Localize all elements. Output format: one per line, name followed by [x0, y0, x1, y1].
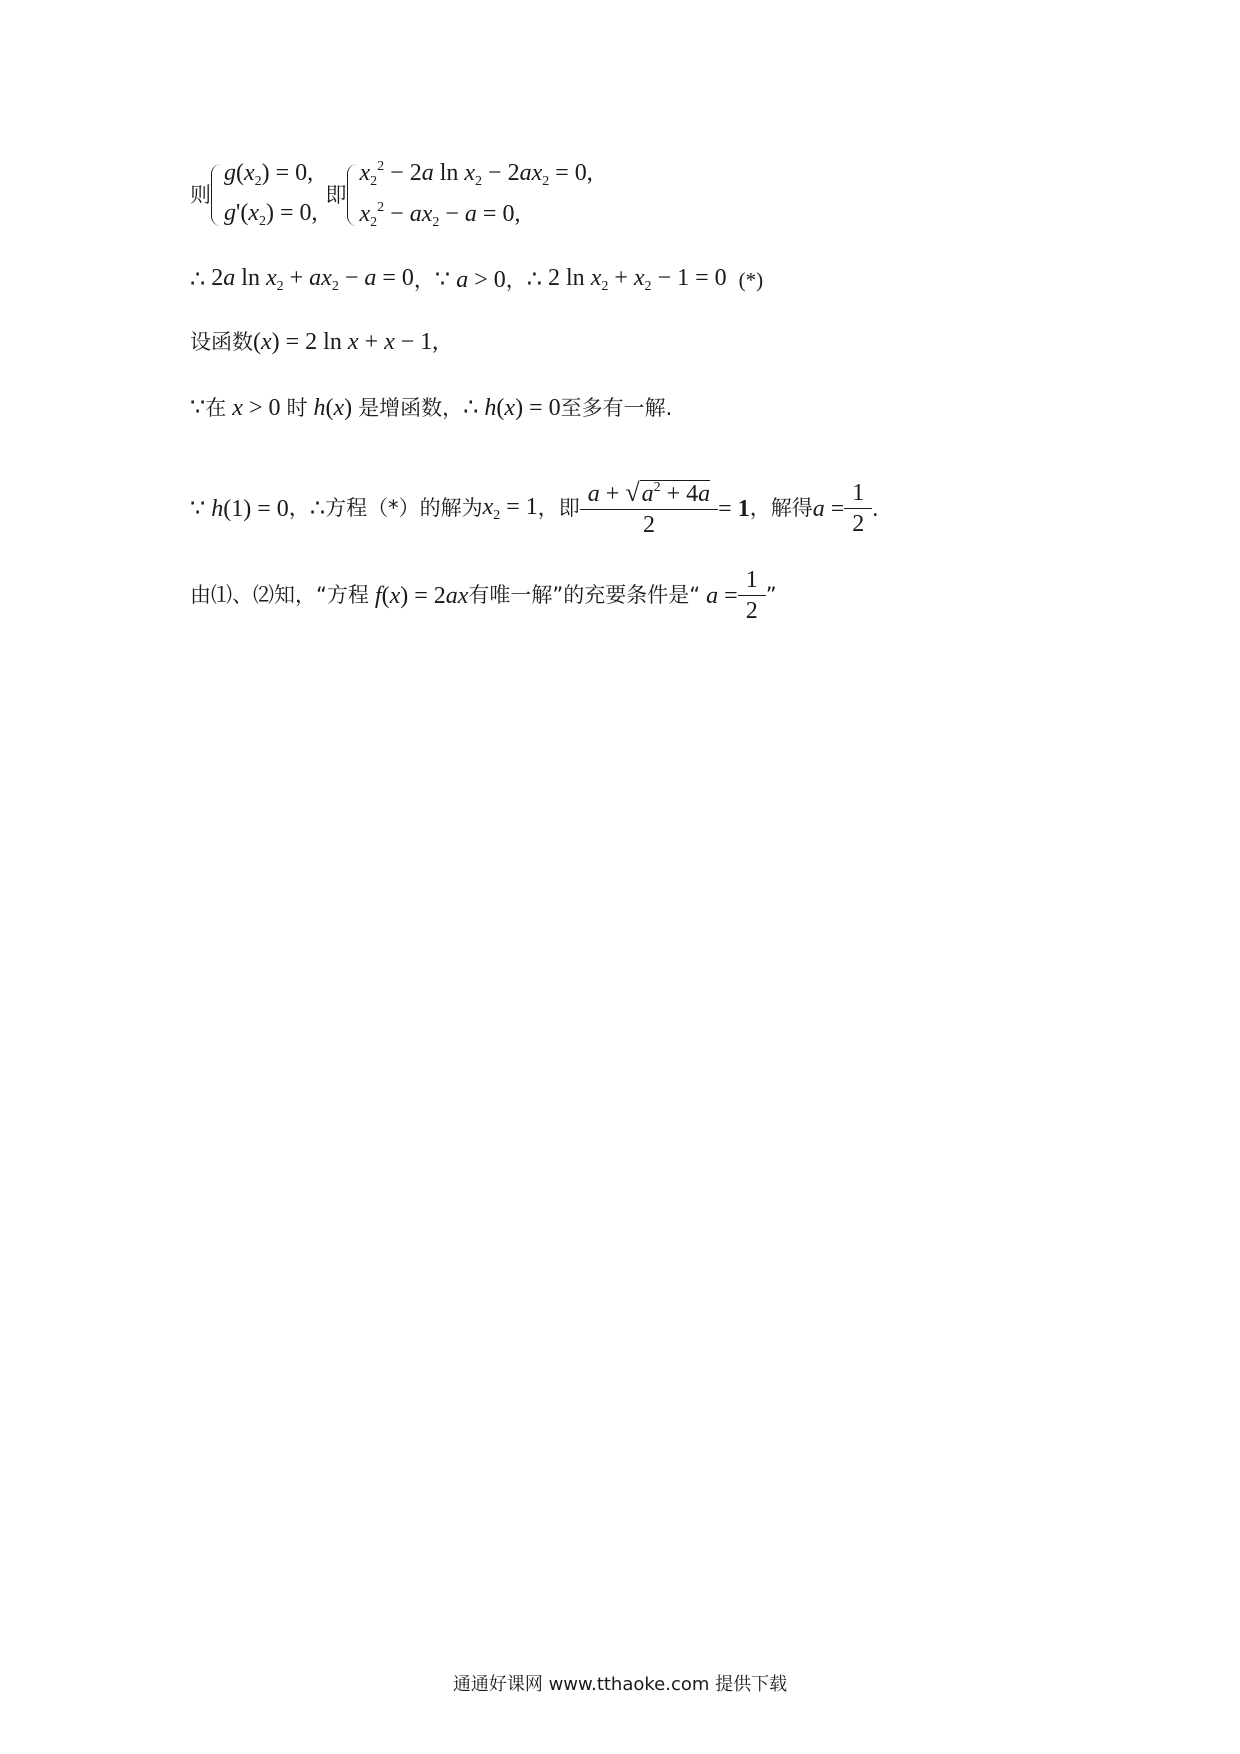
- text-define: 设函数: [190, 329, 253, 354]
- left-brace: [211, 164, 222, 226]
- increasing-line: [190, 396, 672, 420]
- conclusion-line: [190, 568, 777, 623]
- footer-credit: 通通好课网 www.tthaoke.com 提供下载: [452, 1674, 788, 1695]
- text-shi: 时: [286, 395, 308, 420]
- eq-h1: h(1) = 0: [211, 495, 289, 522]
- text-conclusion-mid: 有唯一解”的充要条件是“: [468, 583, 701, 607]
- therefore-symbol: ∴: [309, 495, 326, 522]
- comma: ，: [288, 496, 310, 520]
- eq-a-equals: a =: [812, 495, 845, 522]
- eq-a-equals: a =: [706, 582, 738, 609]
- eq-fx: f(x) = 2ax: [374, 582, 469, 609]
- text-ze: 则: [190, 182, 211, 207]
- eq-first: $x_2^2 - 2a$ $\ln x_2 - 2ax_2 = 0$,: [359, 159, 593, 189]
- eq-hx-zero: h(x) = 0: [484, 395, 561, 421]
- text-at-most-one: 至多有一解.: [560, 395, 673, 420]
- solution-line: [190, 480, 878, 537]
- text-increasing: 是增函数，: [358, 395, 464, 420]
- period: .: [872, 495, 879, 522]
- eq-gprime: $g'(x_2) = 0$,: [224, 200, 318, 229]
- eq-equals-one: = 1: [718, 495, 750, 522]
- text-solution: 方程（*）的解为: [325, 496, 483, 520]
- comma: ，: [505, 267, 527, 292]
- fraction-half: $\frac{1}{2}$: [848, 481, 868, 536]
- tag-star: (*): [738, 267, 764, 292]
- therefore-symbol: ∴: [190, 267, 206, 293]
- cond-x-positive: x > 0: [232, 395, 287, 421]
- eq-second: $x_2^2 - ax_2 - a = 0$,: [359, 200, 521, 230]
- because-symbol: ∵: [434, 267, 451, 293]
- text-zai: 在: [205, 395, 227, 420]
- system-x: [347, 160, 593, 230]
- left-brace: [347, 164, 358, 226]
- eq-g: $g(x_2) = 0$,: [224, 160, 314, 189]
- derivation-line: [190, 266, 763, 294]
- eq-star: 2 $\ln x_2 + x_2 - 1 = 0$: [548, 265, 727, 294]
- define-function-line: [190, 330, 438, 354]
- fraction-half: $\frac{1}{2}$: [742, 568, 762, 623]
- text-solve: ，解得: [749, 496, 813, 520]
- equation-system-line: [190, 160, 593, 230]
- eq-combined: 2a $\ln x_2 + ax_2 - a = 0$: [211, 265, 414, 294]
- text-ji: ，即: [537, 496, 580, 520]
- because-symbol: ∵: [190, 495, 206, 522]
- expr-hx: h(x): [313, 395, 359, 421]
- cond-a-positive: a > 0: [456, 267, 506, 293]
- system-g: [211, 161, 318, 229]
- text-ji: 即: [325, 182, 347, 207]
- eq-x2-one: $x_2 = 1$: [482, 493, 538, 523]
- therefore-symbol: ∴: [526, 267, 543, 293]
- text-conclusion-end: ”: [765, 583, 777, 607]
- because-symbol: ∵: [190, 395, 206, 421]
- text-conclusion-start: 由⑴、⑵知，“方程: [190, 583, 369, 607]
- comma: ，: [413, 267, 435, 292]
- therefore-symbol: ∴: [463, 395, 479, 421]
- eq-hx-definition: (x) = 2 ln x + x − 1,: [253, 329, 439, 355]
- fraction-root: $\frac{a + √a^2 + 4a}{2}$: [584, 480, 714, 537]
